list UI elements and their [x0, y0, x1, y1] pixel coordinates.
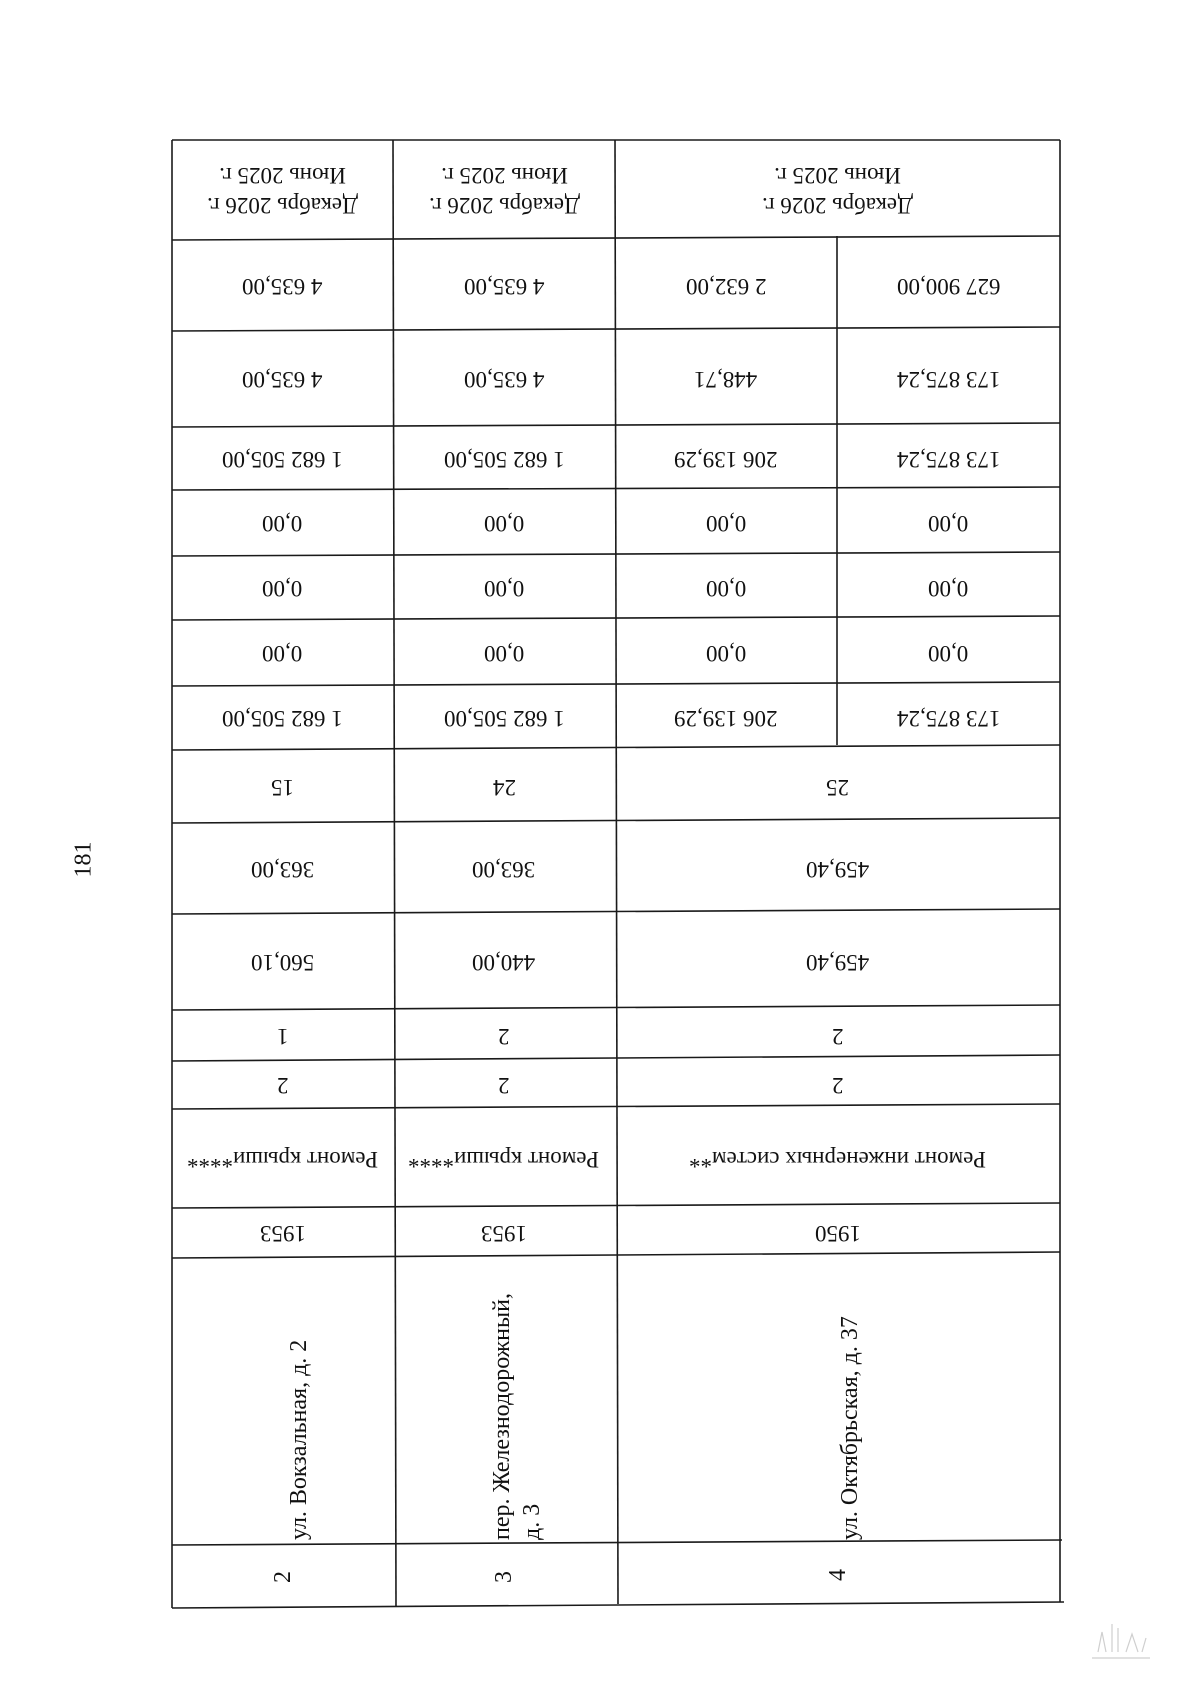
row-2-residents: 15 — [271, 774, 294, 800]
row-3-limit-per-m2: 4 635,00 — [463, 273, 545, 299]
row-4-work-type: Ремонт инженерных систем** — [689, 1146, 986, 1172]
row-2-number: 2 — [269, 1570, 296, 1583]
row-3-fund-c: 0,00 — [483, 511, 525, 536]
row-2-limit-per-m2: 4 635,00 — [242, 273, 323, 299]
row-4b-cost-per-m2: 173 875,24 — [896, 367, 1001, 392]
row-4a-fund-a: 0,00 — [705, 641, 747, 666]
row-4b-limit-per-m2: 627 900,00 — [896, 273, 1001, 299]
page-number: 181 — [70, 841, 97, 877]
row-3-fund-own: 1 682 505,00 — [443, 446, 565, 472]
row-3-cost-per-m2: 4 635,00 — [463, 367, 545, 392]
row-4-floors: 2 — [831, 1073, 844, 1098]
row-2-year: 1953 — [259, 1221, 306, 1246]
row-2-area-living: 363,00 — [250, 856, 315, 882]
row-3-number: 3 — [491, 1570, 517, 1583]
row-3-area-total: 440,00 — [472, 950, 536, 975]
row-4-residents: 25 — [826, 774, 849, 800]
row-2-fund-b: 0,00 — [262, 576, 303, 601]
row-4-area-total: 459,40 — [805, 950, 870, 975]
row-3-floors: 2 — [498, 1073, 510, 1098]
row-2-work-type: Ремонт крыши**** — [186, 1146, 378, 1172]
row-4b-cost-total: 173 875,24 — [896, 706, 1001, 731]
row-2-area-total: 560,10 — [250, 950, 315, 975]
row-4a-limit-per-m2: 2 632,00 — [685, 273, 767, 299]
row-4-period: Декабрь 2026 г. Июнь 2025 г. — [762, 163, 913, 218]
row-4a-cost-per-m2: 448,71 — [694, 367, 758, 392]
row-3-residents: 24 — [492, 774, 516, 800]
row-2-fund-c: 0,00 — [262, 511, 303, 536]
row-4a-cost-total: 206 139,29 — [674, 706, 778, 731]
row-4b-fund-own: 173 875,24 — [896, 446, 1001, 472]
row-2-cost-per-m2: 4 635,00 — [242, 367, 323, 392]
row-2-floors: 2 — [276, 1073, 289, 1098]
row-2-entrances: 1 — [276, 1023, 289, 1049]
row-4-year: 1950 — [814, 1221, 861, 1246]
row-3-entrances: 2 — [498, 1023, 510, 1049]
row-3-fund-a: 0,00 — [483, 641, 525, 666]
row-4b-fund-b: 0,00 — [928, 576, 969, 601]
row-4b-fund-c: 0,00 — [928, 511, 969, 536]
row-4a-fund-b: 0,00 — [705, 576, 747, 601]
row-4-entrances: 2 — [831, 1023, 844, 1049]
row-2-fund-own: 1 682 505,00 — [222, 446, 343, 472]
row-2-fund-a: 0,00 — [262, 641, 303, 666]
row-3-fund-b: 0,00 — [483, 576, 525, 601]
row-3-period: Декабрь 2026 г. Июнь 2025 г. — [428, 163, 580, 218]
row-3-area-living: 363,00 — [472, 856, 536, 882]
row-4-address: ул. Октябрьская, д. 37 — [837, 1316, 863, 1540]
row-2-period: Декабрь 2026 г. Июнь 2025 г. — [207, 163, 358, 218]
row-2-address: ул. Вокзальная, д. 2 — [286, 1339, 312, 1540]
row-4b-fund-a: 0,00 — [928, 641, 969, 666]
row-3-work-type: Ремонт крыши**** — [408, 1146, 600, 1172]
row-2-cost-total: 1 682 505,00 — [222, 706, 343, 731]
scan-mark-icon — [1088, 1612, 1154, 1664]
row-4a-fund-own: 206 139,29 — [674, 446, 778, 472]
row-3-address: пер. Железнодорожный, д. 3 — [489, 1293, 545, 1540]
row-4-number: 4 — [824, 1569, 851, 1581]
row-3-cost-total: 1 682 505,00 — [443, 706, 565, 731]
row-4a-fund-c: 0,00 — [705, 511, 747, 536]
row-4-area-living: 459,40 — [805, 856, 870, 882]
row-3-year: 1953 — [481, 1221, 527, 1246]
